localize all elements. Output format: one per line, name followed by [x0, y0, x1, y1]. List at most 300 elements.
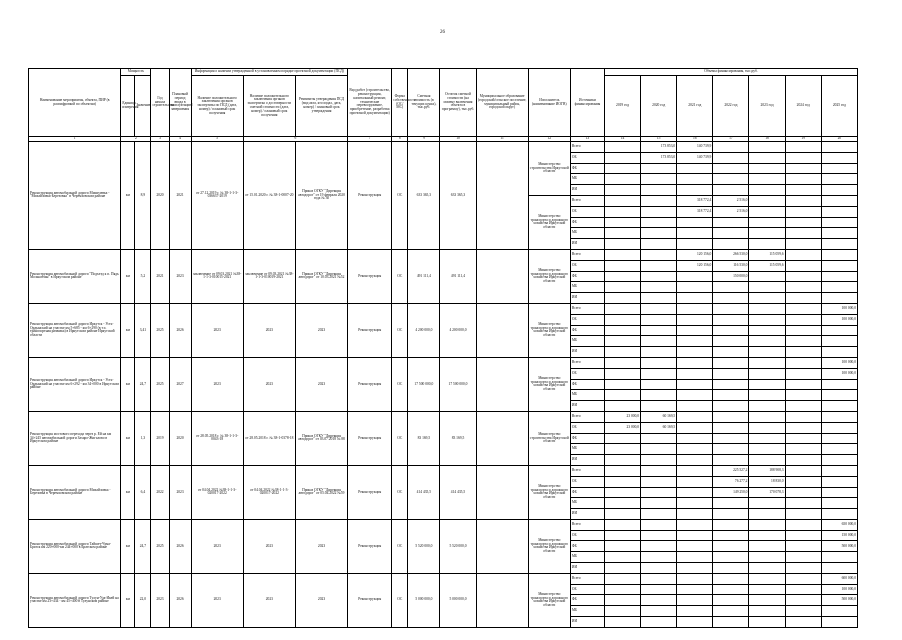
object-ownership: ОС: [392, 519, 408, 573]
object-estimate: 83 169,5: [408, 411, 440, 465]
funding-value: [713, 433, 749, 444]
funding-value: [604, 465, 640, 476]
funding-value: [641, 401, 677, 412]
funding-value: [604, 390, 640, 401]
object-expertise: 2023: [191, 303, 243, 357]
funding-source: ИИ: [570, 401, 604, 412]
column-number: 17: [713, 137, 749, 142]
funding-value: [677, 336, 713, 347]
funding-value: [713, 519, 749, 530]
funding-value: [749, 368, 785, 379]
funding-value: [785, 163, 821, 174]
column-number: 8: [392, 137, 408, 142]
funding-value: [785, 336, 821, 347]
funding-value: [785, 455, 821, 466]
funding-value: 150 000,0: [821, 530, 857, 541]
funding-value: [713, 368, 749, 379]
funding-value: [677, 293, 713, 304]
header-funding: Объемы финансирования, тыс.руб.: [604, 69, 857, 76]
object-estimate: 491 111,4: [408, 249, 440, 303]
funding-value: [641, 325, 677, 336]
funding-value: [749, 584, 785, 595]
header-municipality: Муниципальное образование (городской/сельское поселение, муниципальный район, городской округ): [476, 69, 528, 137]
table-row: [29, 573, 858, 584]
object-work-type: Реконструкция: [348, 357, 392, 411]
funding-value: [641, 519, 677, 530]
funding-value: [713, 444, 749, 455]
object-remaining: 83 169,5: [440, 411, 476, 465]
funding-value: [785, 573, 821, 584]
funding-value: [641, 206, 677, 217]
object-unit: км: [121, 357, 135, 411]
funding-value: [604, 325, 640, 336]
funding-value: [785, 368, 821, 379]
funding-value: [604, 541, 640, 552]
object-work-type: Реконструкция: [348, 249, 392, 303]
object-approval: 2023: [295, 519, 347, 573]
funding-value: [749, 563, 785, 574]
funding-value: [785, 563, 821, 574]
funding-value: [641, 185, 677, 196]
object-approval: Приказ ОГКУ "Дирекция автодорог" от 03.07.2018 № 88: [295, 411, 347, 465]
funding-value: [641, 217, 677, 228]
funding-value: [677, 563, 713, 574]
funding-value: [641, 552, 677, 563]
object-remaining: 491 111,4: [440, 249, 476, 303]
object-municipality: [476, 249, 528, 303]
object-value: 24,7: [135, 357, 151, 411]
object-year-end: 2021: [169, 142, 191, 250]
funding-value: [641, 530, 677, 541]
object-year-end: 2026: [169, 519, 191, 573]
funding-value: [677, 163, 713, 174]
funding-source: ФБ: [570, 163, 604, 174]
funding-value: [713, 401, 749, 412]
object-cost-review: 2023: [243, 573, 295, 627]
object-value: 6,4: [135, 465, 151, 519]
funding-value: [677, 174, 713, 185]
funding-value: [641, 584, 677, 595]
funding-value: [641, 476, 677, 487]
object-year-start: 2023: [151, 573, 169, 627]
funding-value: 100 000,0: [821, 584, 857, 595]
funding-value: [677, 552, 713, 563]
funding-value: [713, 563, 749, 574]
funding-value: [713, 498, 749, 509]
object-ownership: ОС: [392, 573, 408, 627]
funding-value: [749, 163, 785, 174]
funding-source: Всего: [570, 519, 604, 530]
funding-value: [641, 249, 677, 260]
funding-value: 100 000,0: [821, 303, 857, 314]
funding-value: [641, 239, 677, 250]
funding-value: [677, 303, 713, 314]
object-cost-review: от 04.04.2022 №38-1-1-3-020017-2022: [243, 465, 295, 519]
funding-value: [677, 433, 713, 444]
funding-value: [785, 476, 821, 487]
table-row: [29, 411, 858, 422]
funding-value: [821, 411, 857, 422]
header-year-2020: 2020 год: [641, 76, 677, 137]
funding-value: [749, 530, 785, 541]
column-number: 6: [243, 137, 347, 142]
funding-value: [677, 401, 713, 412]
funding-value: [641, 195, 677, 206]
funding-value: [604, 239, 640, 250]
funding-value: [677, 422, 713, 433]
funding-value: [821, 465, 857, 476]
funding-value: [713, 293, 749, 304]
object-work-type: Реконструкция: [348, 411, 392, 465]
funding-value: [749, 174, 785, 185]
funding-value: [785, 152, 821, 163]
funding-value: [641, 260, 677, 271]
funding-value: [785, 185, 821, 196]
funding-value: [641, 314, 677, 325]
object-cost-review: от 15.01.2020 г. № 38-1-0007-20: [243, 142, 295, 250]
funding-value: 149 250,0: [713, 487, 749, 498]
funding-value: [821, 509, 857, 520]
funding-source: МБ: [570, 444, 604, 455]
funding-value: [677, 282, 713, 293]
funding-value: [749, 411, 785, 422]
funding-value: [713, 530, 749, 541]
funding-value: [713, 390, 749, 401]
executor-cell: Министерство транспорта и дорожного хозяйства Иркутской области: [528, 573, 570, 627]
object-estimate: 4 200 000,0: [408, 303, 440, 357]
funding-value: [749, 379, 785, 390]
funding-value: [641, 617, 677, 628]
funding-value: [713, 509, 749, 520]
object-remaining: 5 000 000,0: [440, 573, 476, 627]
funding-value: [641, 357, 677, 368]
funding-table-sheet: [28, 68, 858, 624]
funding-value: [604, 444, 640, 455]
funding-value: [713, 163, 749, 174]
funding-value: [641, 379, 677, 390]
funding-source: ОБ: [570, 530, 604, 541]
funding-value: [785, 541, 821, 552]
object-year-start: 2020: [151, 142, 169, 250]
funding-value: 318 772,4: [677, 195, 713, 206]
object-name: Реконструкция мостового перехода через р. Ей на км 34+245 автомобильной дороги Захаро-Жигалово в Иркутском районе: [29, 411, 121, 465]
funding-value: [785, 530, 821, 541]
funding-value: 120 156,0: [677, 260, 713, 271]
funding-value: [604, 573, 640, 584]
object-name: Реконструкция автомобильной дороги Михайловка - Березовка в Черемховском районе: [29, 465, 121, 519]
funding-value: [821, 239, 857, 250]
funding-value: [785, 584, 821, 595]
funding-value: 600 000,0: [821, 573, 857, 584]
funding-value: [641, 228, 677, 239]
object-remaining: 4 200 000,0: [440, 303, 476, 357]
funding-value: [821, 152, 857, 163]
funding-value: [821, 174, 857, 185]
funding-value: [604, 336, 640, 347]
funding-value: [677, 228, 713, 239]
funding-value: [604, 228, 640, 239]
object-estimate: 5 000 000,0: [408, 573, 440, 627]
funding-value: [713, 379, 749, 390]
funding-value: [785, 498, 821, 509]
funding-source: ОБ: [570, 206, 604, 217]
object-estimate: 414 435,5: [408, 465, 440, 519]
funding-value: [604, 185, 640, 196]
funding-value: [677, 239, 713, 250]
funding-value: [604, 595, 640, 606]
funding-value: [821, 455, 857, 466]
funding-value: [604, 357, 640, 368]
funding-value: 60 169,5: [641, 411, 677, 422]
object-name: Реконструкция автомобильной дороги "Подъезд к п. Пядь Молькатчан" в Иркутском районе: [29, 249, 121, 303]
funding-source: ОБ: [570, 368, 604, 379]
funding-value: [785, 303, 821, 314]
funding-value: 140 739,9: [677, 152, 713, 163]
funding-value: [749, 195, 785, 206]
funding-value: [785, 260, 821, 271]
funding-value: [749, 606, 785, 617]
funding-value: [604, 401, 640, 412]
funding-value: [677, 530, 713, 541]
funding-value: [785, 390, 821, 401]
funding-value: [749, 617, 785, 628]
funding-value: [677, 606, 713, 617]
header-name: Наименование мероприятия, объекта, ПИР (в распифровкой по объектам): [29, 69, 121, 137]
header-unit: Единица измерения: [121, 76, 135, 137]
object-year-end: 2023: [169, 249, 191, 303]
object-work-type: Реконструкция: [348, 465, 392, 519]
funding-value: [604, 260, 640, 271]
funding-value: [677, 411, 713, 422]
funding-value: [749, 314, 785, 325]
object-cost-review: от 28.05.2018 г. № 38-1-0378-18: [243, 411, 295, 465]
funding-value: [713, 325, 749, 336]
column-number: 18: [749, 137, 785, 142]
funding-value: [749, 595, 785, 606]
table-row: [29, 519, 858, 530]
funding-value: [713, 455, 749, 466]
funding-value: [713, 606, 749, 617]
funding-value: [604, 584, 640, 595]
funding-value: [821, 260, 857, 271]
funding-value: 23 000,0: [604, 422, 640, 433]
object-year-start: 2025: [151, 303, 169, 357]
funding-value: 170 078,3: [749, 487, 785, 498]
funding-value: [604, 152, 640, 163]
funding-value: [677, 390, 713, 401]
object-estimate: 5 520 000,0: [408, 519, 440, 573]
column-number: 5: [191, 137, 243, 142]
header-period: Плановый период ввода в эксплуатацию/завершения: [169, 69, 191, 137]
funding-source: МБ: [570, 606, 604, 617]
funding-value: [785, 239, 821, 250]
funding-value: [641, 293, 677, 304]
funding-value: [677, 368, 713, 379]
funding-value: [677, 617, 713, 628]
funding-value: [604, 606, 640, 617]
column-number: 7: [348, 137, 392, 142]
funding-source: Всего: [570, 357, 604, 368]
header-ownership: Форма собственности (ОС/МС): [392, 69, 408, 137]
funding-value: [821, 487, 857, 498]
object-year-start: 2019: [151, 411, 169, 465]
funding-value: [749, 552, 785, 563]
funding-value: [604, 509, 640, 520]
funding-value: [677, 519, 713, 530]
object-ownership: ОС: [392, 357, 408, 411]
object-value: 8,9: [135, 142, 151, 250]
object-cost-review: заключение от 09.03.2021 №38-1-1-3-010019-2021: [243, 249, 295, 303]
object-unit: км: [121, 519, 135, 573]
funding-value: [677, 325, 713, 336]
funding-source: ФБ: [570, 217, 604, 228]
funding-source: ОБ: [570, 422, 604, 433]
object-municipality: [476, 303, 528, 357]
funding-value: [713, 573, 749, 584]
funding-value: [785, 433, 821, 444]
object-year-start: 2021: [151, 249, 169, 303]
funding-source: Всего: [570, 249, 604, 260]
executor-cell: Министерство транспорта и дорожного хозяйства Иркутской области: [528, 519, 570, 573]
object-approval: 2023: [295, 573, 347, 627]
funding-source: ИИ: [570, 185, 604, 196]
funding-value: [785, 174, 821, 185]
funding-source: ФБ: [570, 487, 604, 498]
object-year-end: 2026: [169, 573, 191, 627]
funding-value: [821, 142, 857, 153]
object-cost-review: 2023: [243, 519, 295, 573]
funding-value: [641, 336, 677, 347]
funding-value: [641, 433, 677, 444]
funding-value: [641, 174, 677, 185]
funding-value: [604, 195, 640, 206]
column-number: 16: [677, 137, 713, 142]
funding-value: [641, 465, 677, 476]
funding-value: [604, 519, 640, 530]
object-name: Реконструкция автомобильной дороги Тайшет-Чуна-Братск км 220+000-км 244+000 в Братском районе: [29, 519, 121, 573]
object-year-end: 2027: [169, 357, 191, 411]
funding-value: [641, 282, 677, 293]
object-municipality: [476, 519, 528, 573]
header-executor: Исполнитель (наименование ИОГВ): [528, 69, 570, 137]
funding-value: [604, 314, 640, 325]
object-year-end: 2020: [169, 411, 191, 465]
funding-value: 100 000,0: [821, 314, 857, 325]
page-number: 26: [440, 30, 445, 35]
funding-value: [641, 509, 677, 520]
funding-value: [785, 314, 821, 325]
funding-value: [821, 325, 857, 336]
header-estimate: Сметная стоимость (в текущих ценах), тыс.руб.: [408, 69, 440, 137]
funding-value: [604, 217, 640, 228]
object-name: Реконструкция автомобильной дороги Мишелевка - "Михайловка-Березовка" в Черемховском районе: [29, 142, 121, 250]
column-number: 2: [121, 137, 151, 142]
table-row: [29, 249, 858, 260]
funding-value: [749, 217, 785, 228]
funding-value: [641, 563, 677, 574]
object-value: 5,2: [135, 249, 151, 303]
funding-value: [749, 325, 785, 336]
funding-source: Всего: [570, 142, 604, 153]
header-year-2025: 2025 год: [821, 76, 857, 137]
funding-value: [749, 357, 785, 368]
funding-value: [713, 347, 749, 358]
funding-value: [821, 563, 857, 574]
funding-value: [604, 617, 640, 628]
funding-value: [641, 498, 677, 509]
funding-source: ОБ: [570, 152, 604, 163]
funding-value: [677, 584, 713, 595]
funding-value: [821, 293, 857, 304]
object-approval: 2023: [295, 303, 347, 357]
funding-value: [821, 498, 857, 509]
funding-value: [677, 347, 713, 358]
funding-value: [821, 185, 857, 196]
funding-value: [677, 379, 713, 390]
funding-value: [604, 206, 640, 217]
object-value: 3,41: [135, 303, 151, 357]
object-approval: Приказ ОГКУ "Дирекция автодорог" от 10.03.2021 №52: [295, 249, 347, 303]
funding-value: 18 830,0: [749, 476, 785, 487]
funding-value: [677, 509, 713, 520]
funding-value: [604, 293, 640, 304]
funding-source: ФБ: [570, 379, 604, 390]
object-year-end: 2023: [169, 465, 191, 519]
funding-value: [677, 314, 713, 325]
column-number: 13: [570, 137, 604, 142]
funding-value: [749, 573, 785, 584]
funding-value: [821, 195, 857, 206]
funding-value: [604, 455, 640, 466]
funding-value: [821, 271, 857, 282]
funding-value: [677, 185, 713, 196]
executor-cell: Министерство строительства Иркутской области: [528, 142, 570, 196]
funding-value: [821, 249, 857, 260]
funding-value: 188 908,3: [749, 465, 785, 476]
object-estimate: 17 500 000,0: [408, 357, 440, 411]
funding-value: [713, 336, 749, 347]
funding-value: [749, 271, 785, 282]
funding-value: [641, 368, 677, 379]
funding-value: [785, 195, 821, 206]
column-number: 20: [821, 137, 857, 142]
funding-value: [785, 357, 821, 368]
funding-value: [713, 617, 749, 628]
funding-table: [28, 68, 858, 628]
object-name: Реконструкция автомобильной дороги Иркутск - Усть-Ордынский на участке км 5+685 - км 6+290 (в т.ч. транспортная развязка) в Иркутском районе Иркутской области: [29, 303, 121, 357]
funding-source: ФБ: [570, 541, 604, 552]
funding-source: МБ: [570, 174, 604, 185]
funding-source: ИИ: [570, 347, 604, 358]
object-expertise: 2023: [191, 357, 243, 411]
funding-value: [604, 271, 640, 282]
funding-value: [785, 217, 821, 228]
object-municipality: [476, 142, 528, 250]
funding-source: ФБ: [570, 595, 604, 606]
funding-value: [821, 282, 857, 293]
header-remaining: Остаток сметной стоимости (на момент включения объекта в программу), тыс.руб.: [440, 69, 476, 137]
funding-value: [749, 293, 785, 304]
funding-value: [749, 185, 785, 196]
header-year-2024: 2024 год: [785, 76, 821, 137]
funding-value: [604, 142, 640, 153]
funding-value: [677, 487, 713, 498]
funding-value: [713, 314, 749, 325]
funding-value: [713, 217, 749, 228]
funding-value: [604, 303, 640, 314]
funding-value: [749, 347, 785, 358]
funding-value: [677, 573, 713, 584]
